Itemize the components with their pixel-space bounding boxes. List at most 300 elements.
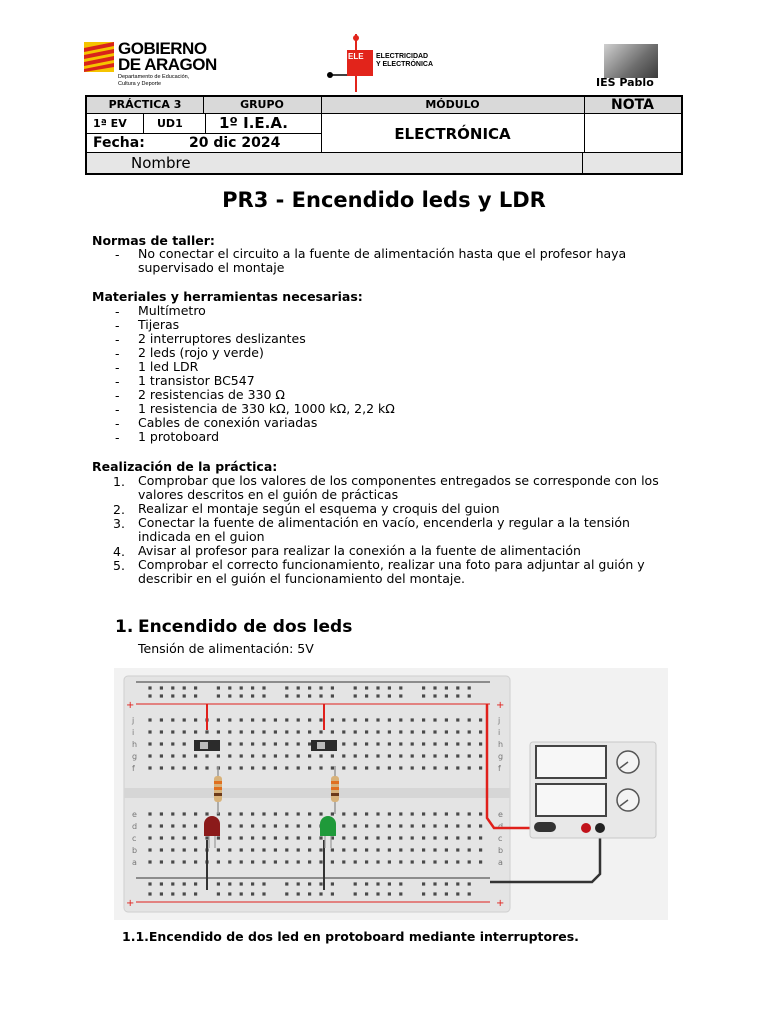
breadboard-hole <box>251 892 254 895</box>
breadboard-hole <box>354 882 357 885</box>
breadboard-hole <box>456 694 459 697</box>
breadboard-hole <box>183 892 186 895</box>
breadboard-hole <box>331 860 334 863</box>
breadboard-hole <box>354 718 357 721</box>
breadboard-hole <box>308 694 311 697</box>
breadboard-hole <box>183 718 186 721</box>
breadboard-hole <box>171 848 174 851</box>
breadboard-hole <box>274 860 277 863</box>
breadboard-hole <box>228 766 231 769</box>
breadboard-hole <box>171 892 174 895</box>
breadboard-hole <box>388 686 391 689</box>
breadboard-hole <box>445 836 448 839</box>
breadboard-hole <box>479 718 482 721</box>
breadboard-hole <box>365 848 368 851</box>
page-title: PR3 - Encendido leds y LDR <box>222 188 546 212</box>
breadboard-hole <box>388 848 391 851</box>
breadboard-hole <box>251 754 254 757</box>
breadboard-hole <box>399 836 402 839</box>
breadboard-hole <box>479 812 482 815</box>
breadboard-hole <box>456 812 459 815</box>
breadboard-hole <box>171 718 174 721</box>
breadboard-hole <box>445 766 448 769</box>
breadboard-hole <box>228 860 231 863</box>
breadboard-hole <box>376 754 379 757</box>
breadboard-hole <box>433 686 436 689</box>
breadboard-hole <box>274 848 277 851</box>
breadboard-hole <box>319 766 322 769</box>
breadboard-hole <box>217 718 220 721</box>
breadboard-hole <box>479 766 482 769</box>
breadboard-hole <box>445 730 448 733</box>
breadboard-hole <box>308 882 311 885</box>
breadboard-hole <box>468 766 471 769</box>
breadboard-hole <box>262 730 265 733</box>
breadboard-hole <box>285 836 288 839</box>
breadboard-hole <box>262 836 265 839</box>
breadboard-hole <box>160 694 163 697</box>
breadboard-hole <box>422 848 425 851</box>
breadboard-hole <box>171 824 174 827</box>
breadboard-hole <box>148 836 151 839</box>
breadboard-hole <box>354 730 357 733</box>
breadboard-hole <box>194 730 197 733</box>
breadboard-hole <box>285 892 288 895</box>
breadboard-hole <box>262 882 265 885</box>
breadboard-hole <box>308 824 311 827</box>
resistor-band <box>331 787 339 790</box>
breadboard-hole <box>433 730 436 733</box>
breadboard-hole <box>433 892 436 895</box>
breadboard-hole <box>388 754 391 757</box>
breadboard-hole <box>422 742 425 745</box>
breadboard-hole <box>228 824 231 827</box>
breadboard-hole <box>297 742 300 745</box>
breadboard-hole <box>308 766 311 769</box>
step-number: 2. <box>113 502 125 517</box>
breadboard-hole <box>160 754 163 757</box>
led-green <box>320 816 336 836</box>
breadboard-hole <box>319 882 322 885</box>
materiales-item: 1 transistor BC547 <box>138 373 255 388</box>
breadboard-hole <box>297 892 300 895</box>
breadboard-hole <box>388 694 391 697</box>
breadboard-hole <box>194 882 197 885</box>
breadboard-hole <box>342 836 345 839</box>
breadboard-circuit <box>114 668 668 920</box>
rail-plus-label: + <box>496 700 505 711</box>
materiales-item: 1 led LDR <box>138 359 199 374</box>
breadboard-hole <box>297 882 300 885</box>
ies-logo-image <box>604 44 658 78</box>
row-label: f <box>132 764 135 773</box>
breadboard-hole <box>205 766 208 769</box>
breadboard-hole <box>183 860 186 863</box>
materiales-item: 1 protoboard <box>138 429 220 444</box>
breadboard-hole <box>171 812 174 815</box>
breadboard-hole <box>297 718 300 721</box>
breadboard-hole <box>433 742 436 745</box>
breadboard-hole <box>342 848 345 851</box>
breadboard-hole <box>194 848 197 851</box>
breadboard-hole <box>376 860 379 863</box>
breadboard-hole <box>331 686 334 689</box>
led-red <box>204 816 220 836</box>
resistor-band <box>214 787 222 790</box>
breadboard-hole <box>251 694 254 697</box>
breadboard-hole <box>365 694 368 697</box>
breadboard-hole <box>308 860 311 863</box>
breadboard-hole <box>388 860 391 863</box>
tension-text: Tensión de alimentación: 5V <box>138 641 314 656</box>
bullet-dash: - <box>115 360 120 375</box>
breadboard-hole <box>365 754 368 757</box>
breadboard-hole <box>411 754 414 757</box>
resistor-band <box>331 781 339 784</box>
breadboard-hole <box>456 836 459 839</box>
breadboard-hole <box>331 766 334 769</box>
breadboard-hole <box>148 694 151 697</box>
breadboard-hole <box>399 860 402 863</box>
breadboard-hole <box>148 824 151 827</box>
breadboard-hole <box>399 718 402 721</box>
breadboard-hole <box>319 754 322 757</box>
unit-value: UD1 <box>157 117 183 130</box>
breadboard-hole <box>194 892 197 895</box>
modulo-label: MÓDULO <box>425 98 480 111</box>
table-line <box>582 153 583 173</box>
table-line <box>205 114 206 133</box>
breadboard-hole <box>445 892 448 895</box>
breadboard-hole <box>171 686 174 689</box>
breadboard-hole <box>240 882 243 885</box>
breadboard-hole <box>354 892 357 895</box>
breadboard-hole <box>194 686 197 689</box>
breadboard-hole <box>399 694 402 697</box>
breadboard-hole <box>285 694 288 697</box>
breadboard-hole <box>183 686 186 689</box>
breadboard-hole <box>342 812 345 815</box>
breadboard-hole <box>456 730 459 733</box>
realizacion-heading: Realización de la práctica: <box>92 459 278 474</box>
breadboard-hole <box>479 742 482 745</box>
step-line: Realizar el montaje según el esquema y croquis del guion <box>138 501 500 516</box>
breadboard-hole <box>285 766 288 769</box>
breadboard-hole <box>240 686 243 689</box>
breadboard-hole <box>297 754 300 757</box>
rail-plus-label: + <box>126 700 135 711</box>
breadboard-hole <box>399 824 402 827</box>
breadboard-hole <box>445 686 448 689</box>
row-label: h <box>132 740 138 749</box>
breadboard-hole <box>308 742 311 745</box>
breadboard-hole <box>308 848 311 851</box>
breadboard-hole <box>217 860 220 863</box>
breadboard-hole <box>194 754 197 757</box>
breadboard-hole <box>217 694 220 697</box>
practica-label: PRÁCTICA 3 <box>108 98 182 111</box>
breadboard-hole <box>433 848 436 851</box>
breadboard-hole <box>160 848 163 851</box>
gov-logo-subtitle: Departamento de Educación, Cultura y Deporte <box>118 74 190 87</box>
breadboard-hole <box>422 686 425 689</box>
breadboard-hole <box>342 718 345 721</box>
breadboard-hole <box>297 860 300 863</box>
ele-logo-line1: ELECTRICIDAD <box>376 53 429 60</box>
step-number: 4. <box>113 544 125 559</box>
breadboard-hole <box>297 730 300 733</box>
breadboard-hole <box>262 848 265 851</box>
breadboard-hole <box>228 718 231 721</box>
breadboard-hole <box>365 812 368 815</box>
breadboard-hole <box>160 812 163 815</box>
supply-terminal-black <box>534 822 556 832</box>
ele-logo-line2: Y ELECTRÓNICA <box>376 61 434 68</box>
supply-display-2 <box>536 784 606 816</box>
breadboard-hole <box>205 730 208 733</box>
breadboard-hole <box>422 882 425 885</box>
resistor-band <box>214 793 222 796</box>
step-line: Comprobar que los valores de los componentes entregados se corresponde con los <box>138 473 659 488</box>
table-line <box>87 133 321 134</box>
bullet-dash: - <box>115 388 120 403</box>
breadboard-hole <box>262 892 265 895</box>
breadboard-hole <box>183 754 186 757</box>
breadboard-hole <box>411 718 414 721</box>
breadboard-hole <box>251 860 254 863</box>
materiales-item: 2 resistencias de 330 Ω <box>138 387 285 402</box>
breadboard-hole <box>262 686 265 689</box>
breadboard-hole <box>319 730 322 733</box>
breadboard-hole <box>365 686 368 689</box>
breadboard-hole <box>262 694 265 697</box>
breadboard-hole <box>148 882 151 885</box>
breadboard-hole <box>456 754 459 757</box>
breadboard-hole <box>376 812 379 815</box>
row-label: j <box>132 716 135 725</box>
breadboard-hole <box>468 892 471 895</box>
breadboard-hole <box>479 730 482 733</box>
breadboard-hole <box>433 860 436 863</box>
breadboard-hole <box>240 860 243 863</box>
step-line: valores descritos en el guión de prácticas <box>138 487 399 502</box>
step-line: Conectar la fuente de alimentación en vacío, encenderla y regular a la tensión <box>138 515 630 530</box>
breadboard-hole <box>251 848 254 851</box>
breadboard-hole <box>297 836 300 839</box>
breadboard-hole <box>468 694 471 697</box>
table-line <box>87 113 681 114</box>
breadboard-hole <box>388 730 391 733</box>
row-label: d <box>132 822 138 831</box>
breadboard-hole <box>228 892 231 895</box>
breadboard-hole <box>228 730 231 733</box>
breadboard-hole <box>194 694 197 697</box>
breadboard-hole <box>376 882 379 885</box>
breadboard-hole <box>422 860 425 863</box>
breadboard-hole <box>171 882 174 885</box>
breadboard-hole <box>148 718 151 721</box>
breadboard-hole <box>297 694 300 697</box>
row-label: a <box>498 858 503 867</box>
row-label: d <box>498 822 504 831</box>
fecha-value: 20 dic 2024 <box>189 135 281 151</box>
breadboard-hole <box>422 754 425 757</box>
breadboard-hole <box>479 824 482 827</box>
breadboard-hole <box>319 848 322 851</box>
breadboard-hole <box>160 718 163 721</box>
circuit-image <box>114 668 668 920</box>
breadboard-hole <box>297 824 300 827</box>
figure-caption: 1.1.Encendido de dos led en protoboard mediante interruptores. <box>122 929 579 944</box>
breadboard-hole <box>160 824 163 827</box>
table-line <box>584 97 585 152</box>
breadboard-hole <box>148 892 151 895</box>
breadboard-hole <box>183 848 186 851</box>
breadboard-hole <box>445 754 448 757</box>
breadboard-hole <box>274 718 277 721</box>
row-label: h <box>498 740 504 749</box>
breadboard-hole <box>251 836 254 839</box>
row-label: g <box>132 752 138 761</box>
materiales-heading: Materiales y herramientas necesarias: <box>92 289 363 304</box>
bullet-dash: - <box>115 374 120 389</box>
breadboard-hole <box>422 812 425 815</box>
breadboard-hole <box>354 686 357 689</box>
breadboard-hole <box>399 754 402 757</box>
breadboard-hole <box>183 694 186 697</box>
breadboard-hole <box>251 824 254 827</box>
breadboard-hole <box>376 730 379 733</box>
breadboard-hole <box>456 718 459 721</box>
breadboard-hole <box>308 812 311 815</box>
breadboard-hole <box>194 718 197 721</box>
breadboard-hole <box>445 848 448 851</box>
step-line: Avisar al profesor para realizar la conexión a la fuente de alimentación <box>138 543 581 558</box>
breadboard-hole <box>183 742 186 745</box>
breadboard-hole <box>274 812 277 815</box>
breadboard-hole <box>354 848 357 851</box>
breadboard-hole <box>183 730 186 733</box>
breadboard-hole <box>445 860 448 863</box>
gov-logo-line1: GOBIERNO <box>118 39 207 58</box>
breadboard-hole <box>148 754 151 757</box>
breadboard-hole <box>422 836 425 839</box>
slide-switch-1-knob <box>200 742 208 749</box>
breadboard-hole <box>262 754 265 757</box>
breadboard-hole <box>399 742 402 745</box>
bullet-dash: - <box>115 346 120 361</box>
breadboard-hole <box>194 836 197 839</box>
breadboard-hole <box>342 860 345 863</box>
breadboard-hole <box>228 848 231 851</box>
materiales-item: Tijeras <box>138 317 180 332</box>
breadboard-hole <box>251 730 254 733</box>
breadboard-hole <box>274 836 277 839</box>
bullet-dash: - <box>115 332 120 347</box>
breadboard-hole <box>354 836 357 839</box>
evaluation-value: 1ª EV <box>93 117 127 130</box>
breadboard-hole <box>274 742 277 745</box>
breadboard-hole <box>171 754 174 757</box>
breadboard-hole <box>217 892 220 895</box>
fecha-label: Fecha: <box>93 135 145 151</box>
breadboard-hole <box>217 686 220 689</box>
breadboard-hole <box>171 742 174 745</box>
electricidad-logo <box>326 32 466 92</box>
breadboard-hole <box>399 730 402 733</box>
breadboard-hole <box>468 812 471 815</box>
breadboard-hole <box>422 694 425 697</box>
breadboard-hole <box>183 766 186 769</box>
breadboard-hole <box>365 824 368 827</box>
breadboard-hole <box>411 812 414 815</box>
breadboard-hole <box>388 892 391 895</box>
breadboard-hole <box>365 882 368 885</box>
breadboard-hole <box>297 766 300 769</box>
breadboard-hole <box>205 754 208 757</box>
rail-plus-label: + <box>496 898 505 909</box>
breadboard-hole <box>228 686 231 689</box>
breadboard-hole <box>285 718 288 721</box>
breadboard-hole <box>240 718 243 721</box>
breadboard-hole <box>171 766 174 769</box>
breadboard-hole <box>411 836 414 839</box>
breadboard-hole <box>456 766 459 769</box>
breadboard-hole <box>240 730 243 733</box>
breadboard-hole <box>399 892 402 895</box>
breadboard-hole <box>331 892 334 895</box>
breadboard-hole <box>251 686 254 689</box>
row-label: i <box>132 728 135 737</box>
breadboard-hole <box>194 824 197 827</box>
step-line: indicada en el guion <box>138 529 265 544</box>
breadboard-channel <box>124 788 510 798</box>
supply-terminal-com <box>595 823 605 833</box>
breadboard-hole <box>285 754 288 757</box>
breadboard-hole <box>194 860 197 863</box>
breadboard-hole <box>388 718 391 721</box>
breadboard-hole <box>422 718 425 721</box>
breadboard-hole <box>376 766 379 769</box>
breadboard-hole <box>274 824 277 827</box>
breadboard-hole <box>468 836 471 839</box>
module-value: ELECTRÓNICA <box>394 125 511 143</box>
breadboard-hole <box>354 860 357 863</box>
breadboard-hole <box>194 766 197 769</box>
materiales-item: 2 leds (rojo y verde) <box>138 345 264 360</box>
breadboard-hole <box>217 730 220 733</box>
normas-item-line: supervisado el montaje <box>138 260 285 275</box>
breadboard-hole <box>411 730 414 733</box>
breadboard-hole <box>160 892 163 895</box>
breadboard-hole <box>365 730 368 733</box>
breadboard-hole <box>411 860 414 863</box>
breadboard-hole <box>376 694 379 697</box>
breadboard-hole <box>205 836 208 839</box>
breadboard-hole <box>251 882 254 885</box>
breadboard-hole <box>171 694 174 697</box>
breadboard-hole <box>308 718 311 721</box>
breadboard-hole <box>433 836 436 839</box>
resistor-band <box>214 781 222 784</box>
row-label: b <box>498 846 504 855</box>
breadboard-hole <box>285 848 288 851</box>
breadboard-hole <box>217 754 220 757</box>
breadboard-hole <box>365 892 368 895</box>
breadboard-hole <box>171 836 174 839</box>
breadboard-hole <box>388 812 391 815</box>
breadboard-hole <box>183 836 186 839</box>
